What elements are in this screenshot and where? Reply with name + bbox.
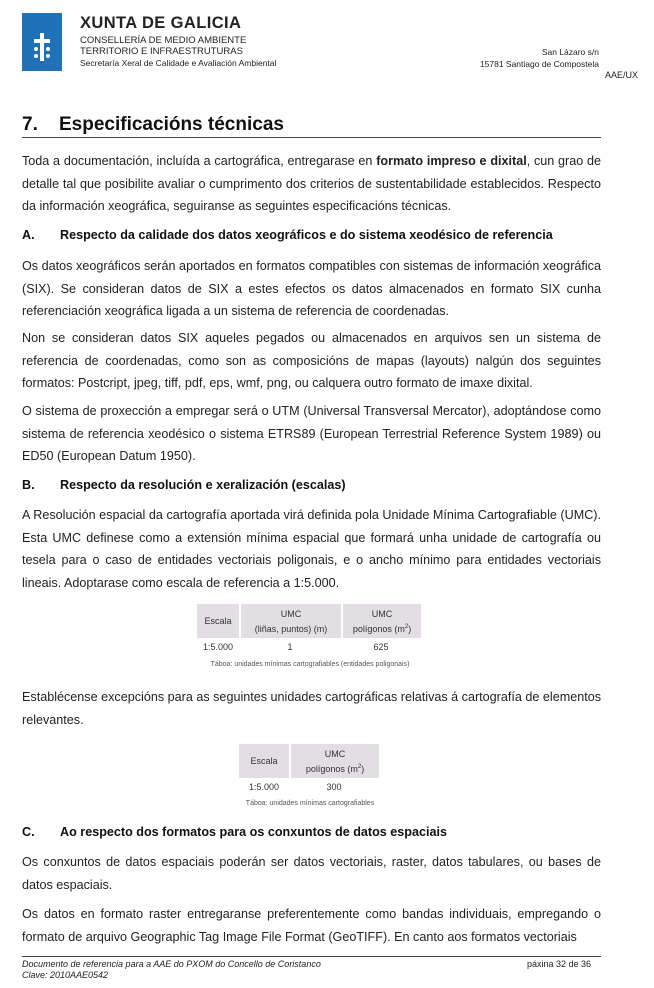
subsection-a-heading xyxy=(22,228,553,242)
address-line-2: 15781 Santiago de Compostela xyxy=(479,58,599,69)
subsection-b-p1: A Resolución espacial da cartografía aportada virá definida pola Unidade Mínima Cartografiable (UMC). Esta UMC definese como a extensión mínima espacial que formará unha unidade de cartografía ou tesela para o caso de entidades vectoriais poligonais, e o ancho mínimo para entidades vectoriais lineais. Adoptarase como escala de referencia a 1:5.000. xyxy=(22,508,601,590)
subsection-b-letter: B. xyxy=(22,478,35,492)
intro-bold: formato impreso e dixital xyxy=(376,154,527,168)
footer-document-title: Documento de referencia para a AAE do PXOM do Concello de Coristanco xyxy=(22,959,321,969)
doc-ref: AAE/UX xyxy=(604,70,638,80)
heading-rule xyxy=(22,137,601,138)
table-cell-umc-polygons: 625 xyxy=(373,642,389,652)
umc-unit-text: polígonos (m xyxy=(352,623,405,634)
table-header-umc-lines xyxy=(239,604,341,638)
umc-table-2 xyxy=(239,744,379,796)
subsection-c-p1: Os conxuntos de datos espaciais poderán ser datos vectoriais, raster, datos tabulares, ou bases de datos espaciais. xyxy=(22,855,601,892)
table-1-caption: Táboa: unidades mínimas cartografiables (entidades poligonais) xyxy=(210,661,410,668)
table-cell-scale: 1:5.000 xyxy=(248,782,280,792)
table-header-umc-lines-bottom: (liñas, puntos) (m) xyxy=(254,623,328,634)
intro-text-1: Toda a documentación, incluída a cartográfica, entregarase en xyxy=(22,154,377,168)
section-number: 7. xyxy=(22,114,38,135)
umc-unit-close: ) xyxy=(361,763,365,774)
subsection-a-p3: O sistema de proxección a empregar será o UTM (Universal Transversal Mercator), adoptándose como sistema de referencia xeodésico o sistema ETRS89 (European Terrestrial Reference System 1989) ou ED50 (European Datum 1950). xyxy=(22,404,601,463)
umc-unit-close: ) xyxy=(408,623,412,634)
intro-paragraph xyxy=(22,150,601,218)
table-header-umc-polygons xyxy=(289,744,379,778)
table-header-row xyxy=(239,744,379,778)
dept-line-2: TERRITORIO E INFRAESTRUTURAS xyxy=(80,46,243,57)
table-cell-scale: 1:5.000 xyxy=(202,642,234,652)
footer-rule xyxy=(22,956,601,957)
subsection-c-heading xyxy=(22,825,447,839)
xunta-logo xyxy=(22,13,62,71)
table-row xyxy=(239,778,379,796)
subsection-c-letter: C. xyxy=(22,825,35,839)
section-heading xyxy=(22,114,284,136)
org-name: XUNTA DE GALICIA xyxy=(80,14,242,32)
footer-text xyxy=(22,959,321,981)
subsection-b-title: Respecto da resolución e xeralización (escalas) xyxy=(60,478,346,492)
subsection-b-p2: Establécense excepcións para as seguintes unidades cartográficas relativas á cartografía de elementos relevantes. xyxy=(22,690,601,727)
subsection-a-title: Respecto da calidade dos datos xeográficos e do sistema xeodésico de referencia xyxy=(60,228,553,242)
page-number: páxina 32 de 36 xyxy=(527,959,592,969)
galicia-emblem-icon xyxy=(32,33,52,61)
table-header-umc-polygons-bottom xyxy=(343,624,421,634)
subsection-a-letter: A. xyxy=(22,228,35,242)
table-header-scale: Escala xyxy=(197,604,239,638)
table-row xyxy=(197,638,421,656)
intro-text-2: , cun grao de detalle tal que posibilite avaliar o cumprimento dos criterios de sustentabilidade establecidos. Respecto da información xeográfica, seguiranse as seguintes especificacións técnicas. xyxy=(22,154,601,213)
table-header-umc-lines-top: UMC xyxy=(280,608,302,619)
address-line-1: San Lázaro s/n xyxy=(541,47,599,57)
address xyxy=(480,47,599,70)
umc-table-1 xyxy=(197,604,421,656)
table-header-scale: Escala xyxy=(239,744,289,778)
subsection-a-p1: Os datos xeográficos serán aportados en formatos compatibles con sistemas de información xeográfica (SIX). Se consideran datos de SIX a estes efectos os datos almacenados en formato SIX cunha referenciación xeográfica ligada a un sistema de referencia de coordenadas. xyxy=(22,259,601,318)
table-cell-umc-lines: 1 xyxy=(287,642,293,652)
footer-key: Clave: 2010AAE0542 xyxy=(22,970,109,980)
table-2-caption: Táboa: unidades mínimas cartografiables xyxy=(245,800,375,807)
table-header-umc-polygons-bottom xyxy=(291,764,379,774)
umc-unit-sup: 2 xyxy=(404,623,409,630)
section-title: Especificacións técnicas xyxy=(59,114,284,135)
subsection-a-p2: Non se consideran datos SIX aqueles pegados ou almacenados en arquivos sen un sistema de referencia de coordenadas, como son as composicións de mapas (layouts) nalgún dos seguintes formatos: Postcript, jpeg, tiff, pdf, eps, wmf, png, ou calquera outro formato de imaxe dixital. xyxy=(22,331,601,390)
table-header-umc-polygons-top: UMC xyxy=(324,748,346,759)
subsection-c-title: Ao respecto dos formatos para os conxuntos de datos espaciais xyxy=(60,825,448,839)
umc-unit-sup: 2 xyxy=(357,763,362,770)
table-header-umc-polygons xyxy=(341,604,421,638)
subsection-c-p2: Os datos en formato raster entregaranse preferentemente como bandas individuais, empregando o formato de arquivo Geographic Tag Image File Format (GeoTIFF). En canto aos formatos vectoriais xyxy=(22,907,601,944)
table-header-row xyxy=(197,604,421,638)
dept-line-1: CONSELLERÍA DE MEDIO AMBIENTE xyxy=(80,35,247,46)
subsection-b-heading xyxy=(22,478,346,492)
table-header-umc-polygons-top: UMC xyxy=(371,608,393,619)
table-cell-umc-polygons: 300 xyxy=(326,782,342,792)
dept-line-3: Secretaría Xeral de Calidade e Avaliación Ambiental xyxy=(80,58,277,68)
umc-unit-text: polígonos (m xyxy=(305,763,358,774)
